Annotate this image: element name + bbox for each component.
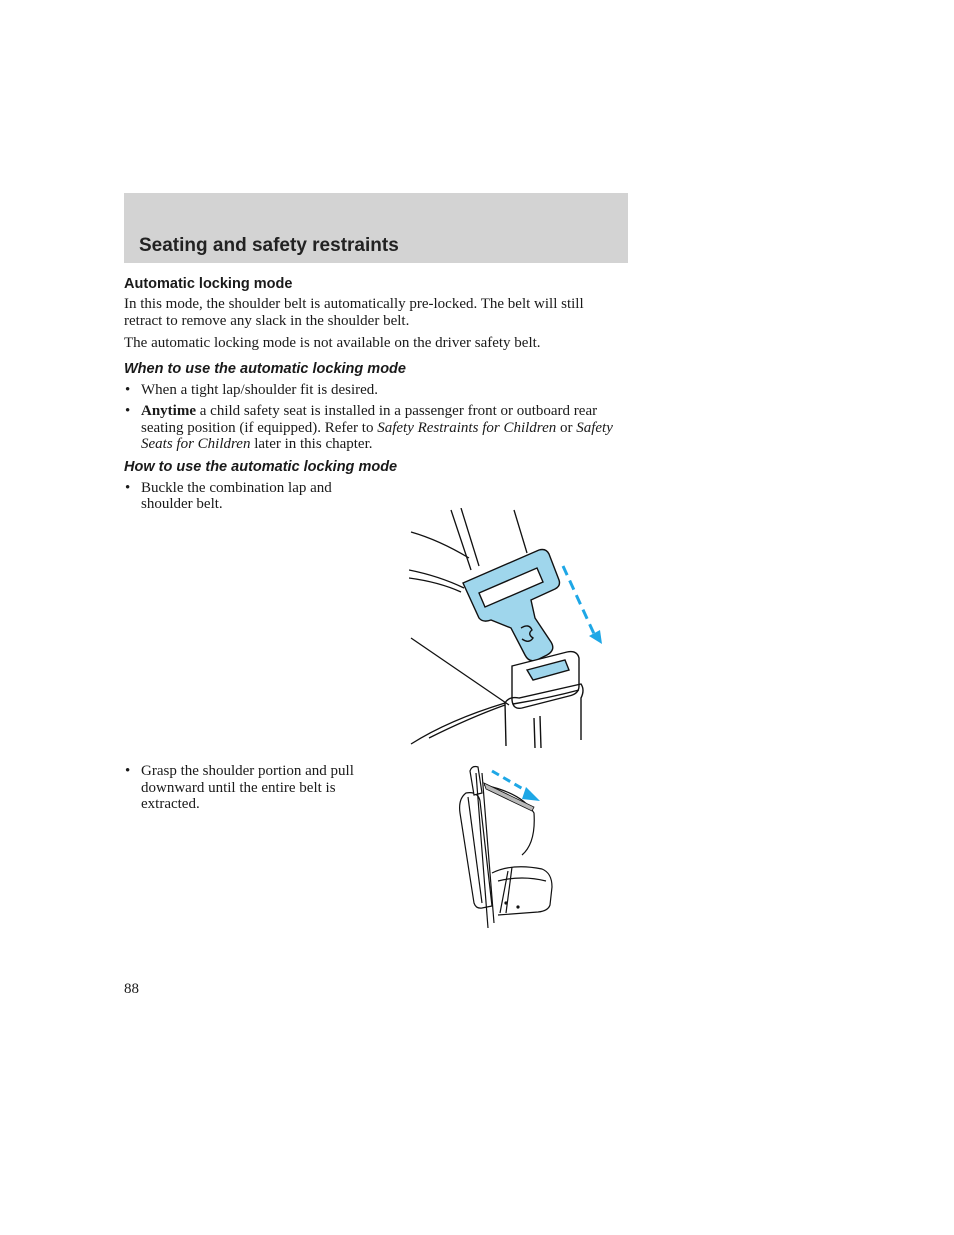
link-safety-restraints: Safety Restraints for Children	[377, 419, 557, 436]
item2-text-2: or	[556, 419, 577, 436]
pull-arrow	[563, 566, 595, 636]
item2-text-1: a child safety seat is installed in a passenger front or outboard rear seating position (if equipped). Refer to	[141, 403, 598, 436]
list-item	[124, 403, 624, 453]
step-2-text: Grasp the shoulder portion and pull downward until the entire belt is extracted.	[141, 763, 354, 812]
seatbelt-buckle-illustration	[409, 508, 609, 750]
how-list-1	[124, 480, 364, 513]
when-list	[124, 382, 624, 453]
page-title: Seating and safety restraints	[139, 235, 399, 256]
seat-belt-pull-illustration	[452, 763, 562, 933]
arrow-head	[522, 787, 540, 801]
bullet: •	[125, 479, 131, 496]
list-item-text: When a tight lap/shoulder fit is desired.	[141, 381, 379, 398]
anytime-bold: Anytime	[141, 403, 196, 419]
section-heading: Automatic locking mode	[124, 276, 293, 292]
paragraph-1: In this mode, the shoulder belt is automatically pre-locked. The belt will still retract to remove any slack in the shoulder belt.	[124, 296, 584, 329]
buckle-tongue	[463, 550, 560, 661]
paragraph-2: The automatic locking mode is not available on the driver safety belt.	[124, 335, 541, 351]
link-safety-seats: Safety Seats for Children	[141, 419, 613, 452]
buckle-receptacle	[505, 652, 583, 748]
list-item	[124, 763, 364, 813]
bullet: •	[125, 381, 131, 398]
list-item	[124, 382, 624, 399]
item2-text-3: later in this chapter.	[250, 436, 373, 452]
header-band	[124, 193, 628, 263]
arrow-head	[589, 630, 602, 644]
list-item	[124, 480, 364, 513]
bullet: •	[125, 763, 131, 779]
when-heading: When to use the automatic locking mode	[124, 360, 406, 377]
page-number: 88	[124, 981, 139, 997]
how-list-2	[124, 763, 364, 818]
step-1-text: Buckle the combination lap and shoulder belt.	[141, 479, 332, 512]
how-heading: How to use the automatic locking mode	[124, 458, 398, 475]
bullet: •	[125, 403, 131, 419]
content	[124, 276, 624, 519]
